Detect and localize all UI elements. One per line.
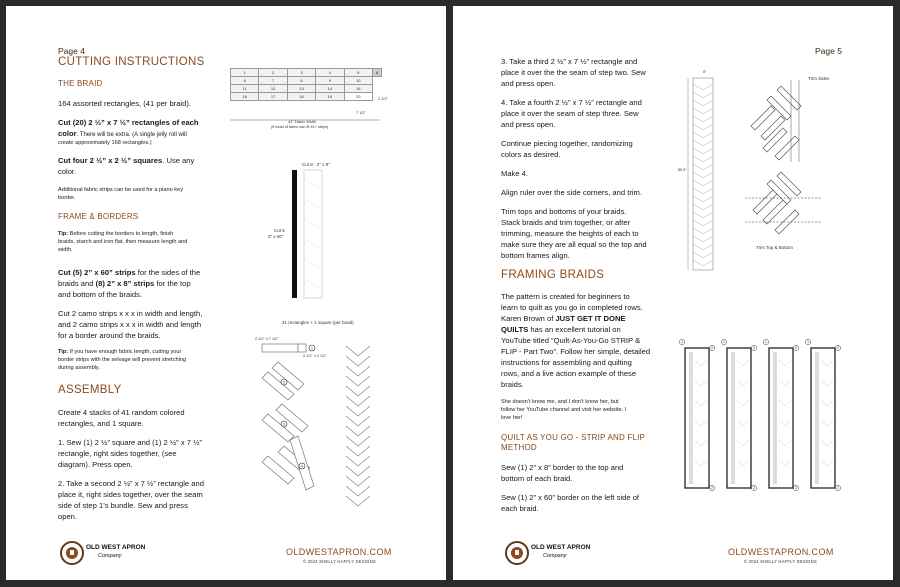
grid-cell: 19 [316,93,344,101]
page-number: Page 4 [58,46,85,56]
grid-cell: 6 [231,77,259,85]
rect-square-label: 41 rectangles + 1 square (per braid) [282,320,354,325]
cut20-line2: color. There will be extra. (A single jelly roll will [58,129,187,138]
step1-line2: rectangle, right sides together, (see [58,449,177,458]
step3-line3: and press open. [501,79,556,88]
trim-line1: Trim tops and bottoms of your braids. [501,207,627,216]
tip1-line1: Tip: Before cutting the borders to length, finish [58,231,174,237]
grid-cell [373,77,382,85]
cut8-label: Cut 8 - 2" x 8" [302,162,330,167]
page-number: Page 5 [815,46,842,56]
step1-line3: diagram). Press open. [58,460,133,469]
grid-cell: 7 [259,77,287,85]
trim-top-bottom-label: Trim Top & Bottom [756,245,794,250]
grid-cell: 11 [231,85,259,93]
frame-number: 2 [753,486,755,491]
grid-cell [373,85,382,93]
frame-number: 1 [807,340,809,345]
grid-cell: 6 [373,69,382,77]
grid-row [231,93,382,101]
frame-heading: FRAME & BORDERS [58,212,139,221]
sew1-line1: Sew (1) 2” x 8” border to the top and [501,463,624,472]
footer-copyright: © 2024 SHELLY HAFFLY DESIGNS [303,559,376,564]
framing-line1: The pattern is created for beginners to [501,292,630,301]
framing-line4: QUILTS has an excellent tutorial on [501,325,621,334]
step1-line1: 1. Sew (1) 2 ½” square and (1) 2 ½” x 7 ½” [58,438,202,447]
tip1-line2: braids, starch and iron flat, then measure length and [58,239,188,245]
grid-side-label: 2 1/2" [378,97,388,101]
grid-cell: 2 [259,69,287,77]
assembly-title: ASSEMBLY [58,384,122,396]
braid-height-label: 55.5" [678,168,687,172]
step2-line1: 2. Take a second 2 ½” x 7 ½” rectangle and [58,479,204,488]
grid-cell: 12 [259,85,287,93]
tip2-line1: Tip: If you have enough fabric length, cutting your [58,349,182,355]
logo-text: OLD WEST APRON [531,544,591,551]
step3-line1: 3. Take a third 2 ½” x 7 ½” rectangle and [501,57,638,66]
tip2-line3: during assembly. [58,365,100,371]
cut4-line1: Cut four 2 ½” x 2 ½” squares. Use any [58,156,195,165]
grid-bottom-label: 7 1/2" [356,111,366,115]
logo-subtext: Company [543,553,567,559]
grid-cell: 4 [316,69,344,77]
footer-copyright: © 2024 SHELLY HAFFLY DESIGNS [744,559,817,564]
framing-line3: Karen Brown of JUST GET IT DONE [501,314,626,323]
cut4-line2: color. [58,167,77,176]
align-text: Align ruler over the side corners, and trim. [501,188,642,197]
cutting-title: CUTTING INSTRUCTIONS [58,56,205,68]
step2-line4: open. [58,512,78,521]
step4-line1: 4. Take a fourth 2 ½” x 7 ½” rectangle and [501,98,642,107]
braid-text: 164 assorted rectangles, (41 per braid). [58,99,191,108]
page-4 [6,6,446,580]
trim-sides-label: Trim Sides [808,76,830,81]
camo-line1: Cut 2 camo strips x x x in width and length, [58,309,203,318]
step2-line2: place it, right sides together, over the seam [58,490,203,499]
cut5-label-2: 2" x 60" [268,234,284,239]
diagram-step-number: 3 [283,422,285,427]
step4-line2: place it over the seam of step three. Sew [501,109,639,118]
grid-cell: 15 [344,85,372,93]
cut20-line1: Cut (20) 2 ½” x 7 ½” rectangles of each [58,118,199,127]
framing-diagrams [679,336,845,496]
grid-cell: 5 [344,69,372,77]
diagram-step-number: 4 [301,464,303,469]
braid-heading: THE BRAID [58,79,103,88]
cut5-line3: and bottom of the braids. [58,290,143,299]
assembly-line1: Create 4 stacks of 41 random colored [58,408,185,417]
additional-line2: border. [58,195,76,201]
grid-cell: 20 [344,93,372,101]
trim-diagrams [741,76,841,246]
continue-line1: Continue piecing together, randomizing [501,139,633,148]
grid-cell: 16 [231,93,259,101]
trim-line5: bottom frames align. [501,251,570,260]
fabric-width-line [230,118,380,122]
frame-number: 1 [765,340,767,345]
frame-number: 2 [837,486,839,491]
grid-cell: 17 [259,93,287,101]
strip-diagram [290,168,330,300]
grid-cell: 18 [287,93,315,101]
step4-line3: and press open. [501,120,556,129]
dim-rect-label: 2 1/2" x 7 1/2" [255,337,279,341]
cut5-line2: braids and (8) 2” x 8” strips for the top [58,279,191,288]
tip2-line2: border strips with the selvage will prevent stretching [58,357,187,363]
cut5-label-1: Cut 5 [274,228,285,233]
logo-subtext: Company [98,553,122,559]
diagram-step-number: 1 [311,346,313,351]
grid-cell: 8 [287,77,315,85]
framing-line5: YouTube titled “Quilt-As-You-Go STRIP & [501,336,641,345]
framing-line9: braids. [501,380,524,389]
trim-line2: Stack braids and trim together, or after [501,218,631,227]
frame-number: 2 [711,346,713,351]
logo-text: OLD WEST APRON [86,544,146,551]
camo-line3: for a border around the braids. [58,331,161,340]
grid-cell: 3 [287,69,315,77]
diagram-step-number: 2 [283,380,285,385]
frame-number: 1 [681,340,683,345]
frame-number: 2 [795,486,797,491]
braid-width-label: 8" [703,70,707,74]
page-5 [453,6,893,580]
frame-number: 2 [753,346,755,351]
grid-cell: 1 [231,69,259,77]
framing-line7: instructions for assembling and quilting [501,358,632,367]
grid-row [231,69,382,77]
cut20-line3: create approximately 168 rectangles.) [58,140,152,146]
note-line2: follow her YouTube channel and visit her website. I [501,407,627,413]
grid-caption-2: (if head of fabric can fit 41+ strips) [271,125,329,129]
step2-line3: side of step 1’s bundle. Sew and press [58,501,188,510]
cutting-grid [230,68,382,101]
grid-cell: 13 [287,85,315,93]
footer-website[interactable]: OLDWESTAPRON.COM [728,547,834,557]
frame-number: 1 [723,340,725,345]
grid-caption-1: 44" Fabric Width [288,120,316,124]
sew2-line2: each braid. [501,504,539,513]
dim-square-label: 2 1/2" x 2 1/2" [303,354,327,358]
framing-line6: FLIP - Part Two”. Follow her simple, detailed [501,347,651,356]
frame-number: 2 [711,486,713,491]
make4-text: Make 4. [501,169,529,178]
braid-length-diagram [685,74,725,274]
sew1-line2: bottom of each braid. [501,474,573,483]
assembly-diagrams [254,340,379,520]
framing-line2: learn to quilt as you go in completed rows. [501,303,643,312]
footer-website[interactable]: OLDWESTAPRON.COM [286,547,392,557]
note-line3: love her! [501,415,523,421]
grid-cell: 9 [316,77,344,85]
qayg-heading-2: METHOD [501,443,537,452]
tip1-line3: width. [58,247,73,253]
grid-cell: 10 [344,77,372,85]
camo-line2: and 2 camo strips x x x in width and length [58,320,202,329]
assembly-line2: rectangles, and 1 square. [58,419,144,428]
frame-number: 2 [837,346,839,351]
trim-line4: make sure they are all equal so the top and [501,240,647,249]
framing-title: FRAMING BRAIDS [501,269,605,281]
cut5-line1: Cut (5) 2” x 60” strips for the sides of the [58,268,201,277]
grid-row [231,77,382,85]
trim-line3: trimming, measure the heights of each to [501,229,639,238]
sew2-line1: Sew (1) 2” x 60” border on the left side of [501,493,640,502]
framing-line8: rows, and a live action example of these [501,369,637,378]
grid-row [231,85,382,93]
additional-line1: Additional fabric strips can be used for a piano key [58,187,183,193]
grid-cell: 14 [316,85,344,93]
frame-number: 2 [795,346,797,351]
qayg-heading-1: QUILT AS YOU GO - STRIP AND FLIP [501,433,646,442]
note-line1: She doesn’t know me, and I don’t know her, but [501,399,619,405]
step3-line2: place it over the the seam of step two. Sew [501,68,646,77]
continue-line2: colors as desired. [501,150,561,159]
